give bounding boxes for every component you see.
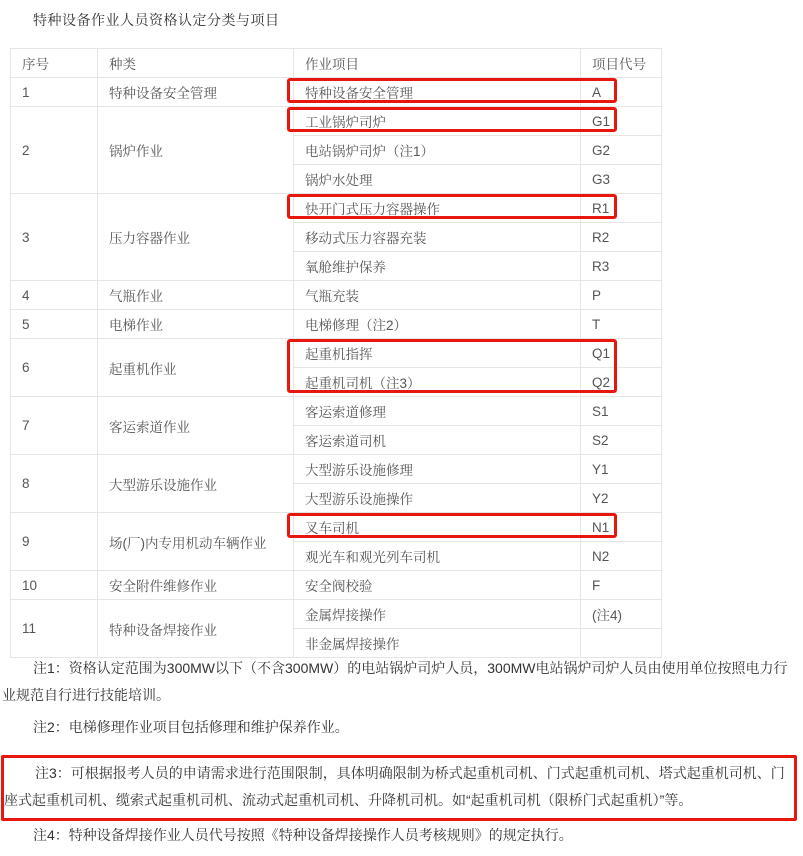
table-row [11,339,662,368]
cell-no: 3 [11,194,98,281]
cell-project: 观光车和观光列车司机 [294,542,581,571]
cell-project: 电梯修理（注2） [294,310,581,339]
cell-code [581,629,662,658]
cell-no: 5 [11,310,98,339]
cell-category: 场(厂)内专用机动车辆作业 [98,513,294,571]
cell-code: Q2 [581,368,662,397]
cell-no: 8 [11,455,98,513]
cell-project: 金属焊接操作 [294,600,581,629]
cell-code: A [581,78,662,107]
cell-project: 大型游乐设施操作 [294,484,581,513]
col-header-code: 项目代号 [581,49,662,78]
cell-code: G1 [581,107,662,136]
cell-project: 特种设备安全管理 [294,78,581,107]
table-row [11,107,662,136]
table-row [11,310,662,339]
cell-category: 气瓶作业 [98,281,294,310]
cell-no: 10 [11,571,98,600]
cell-project: 客运索道修理 [294,397,581,426]
cell-code: R2 [581,223,662,252]
cell-code: N1 [581,513,662,542]
cell-category: 特种设备安全管理 [98,78,294,107]
cell-project: 电站锅炉司炉（注1） [294,136,581,165]
cell-code: R1 [581,194,662,223]
cell-project: 移动式压力容器充装 [294,223,581,252]
table-row [11,194,662,223]
cell-project: 安全阀校验 [294,571,581,600]
cell-project: 起重机司机（注3） [294,368,581,397]
cell-code: Q1 [581,339,662,368]
cell-no: 6 [11,339,98,397]
page-title: 特种设备作业人员资格认定分类与项目 [33,12,280,28]
cell-code: S2 [581,426,662,455]
col-header-no: 序号 [11,49,98,78]
table-row [11,281,662,310]
qualification-table-wrap [10,48,661,658]
cell-category: 锅炉作业 [98,107,294,194]
cell-code: Y2 [581,484,662,513]
cell-category: 电梯作业 [98,310,294,339]
cell-code: G3 [581,165,662,194]
cell-project: 大型游乐设施修理 [294,455,581,484]
cell-code: F [581,571,662,600]
cell-no: 1 [11,78,98,107]
cell-no: 4 [11,281,98,310]
cell-category: 大型游乐设施作业 [98,455,294,513]
cell-code: S1 [581,397,662,426]
table-row [11,571,662,600]
table-row [11,600,662,629]
cell-code: R3 [581,252,662,281]
cell-project: 客运索道司机 [294,426,581,455]
cell-project: 叉车司机 [294,513,581,542]
cell-project: 快开门式压力容器操作 [294,194,581,223]
note-4: 注4：特种设备焊接作业人员代号按照《特种设备焊接操作人员考核规则》的规定执行。 [33,827,573,843]
cell-category: 压力容器作业 [98,194,294,281]
table-row [11,397,662,426]
table-row [11,513,662,542]
cell-code: T [581,310,662,339]
cell-no: 2 [11,107,98,194]
cell-category: 客运索道作业 [98,397,294,455]
cell-code: P [581,281,662,310]
cell-code: G2 [581,136,662,165]
table-row [11,78,662,107]
qualification-table [10,48,662,658]
cell-project: 氧舱维护保养 [294,252,581,281]
col-header-category: 种类 [98,49,294,78]
cell-category: 特种设备焊接作业 [98,600,294,658]
cell-code: (注4) [581,600,662,629]
cell-category: 安全附件维修作业 [98,571,294,600]
cell-project: 起重机指挥 [294,339,581,368]
cell-no: 7 [11,397,98,455]
cell-code: Y1 [581,455,662,484]
cell-project: 气瓶充装 [294,281,581,310]
table-header-row [11,49,662,78]
cell-no: 9 [11,513,98,571]
cell-code: N2 [581,542,662,571]
cell-category: 起重机作业 [98,339,294,397]
table-row [11,455,662,484]
cell-project: 锅炉水处理 [294,165,581,194]
cell-project: 非金属焊接操作 [294,629,581,658]
cell-project: 工业锅炉司炉 [294,107,581,136]
note-2: 注2：电梯修理作业项目包括修理和维护保养作业。 [33,719,349,735]
col-header-project: 作业项目 [294,49,581,78]
cell-no: 11 [11,600,98,658]
note-1: 注1：资格认定范围为300MW以下（不含300MW）的电站锅炉司炉人员，300MW电站锅炉司炉人员由使用单位按照电力行业规范自行进行技能培训。 [2,660,788,703]
note-3-highlighted: 注3：可根据报考人员的申请需求进行范围限制，具体明确限制为桥式起重机司机、门式起重机司机、塔式起重机司机、门座式起重机司机、缆索式起重机司机、流动式起重机司机、升降机司机。如“起重机司机（限桥门式起重机）”等。 [1,755,797,821]
